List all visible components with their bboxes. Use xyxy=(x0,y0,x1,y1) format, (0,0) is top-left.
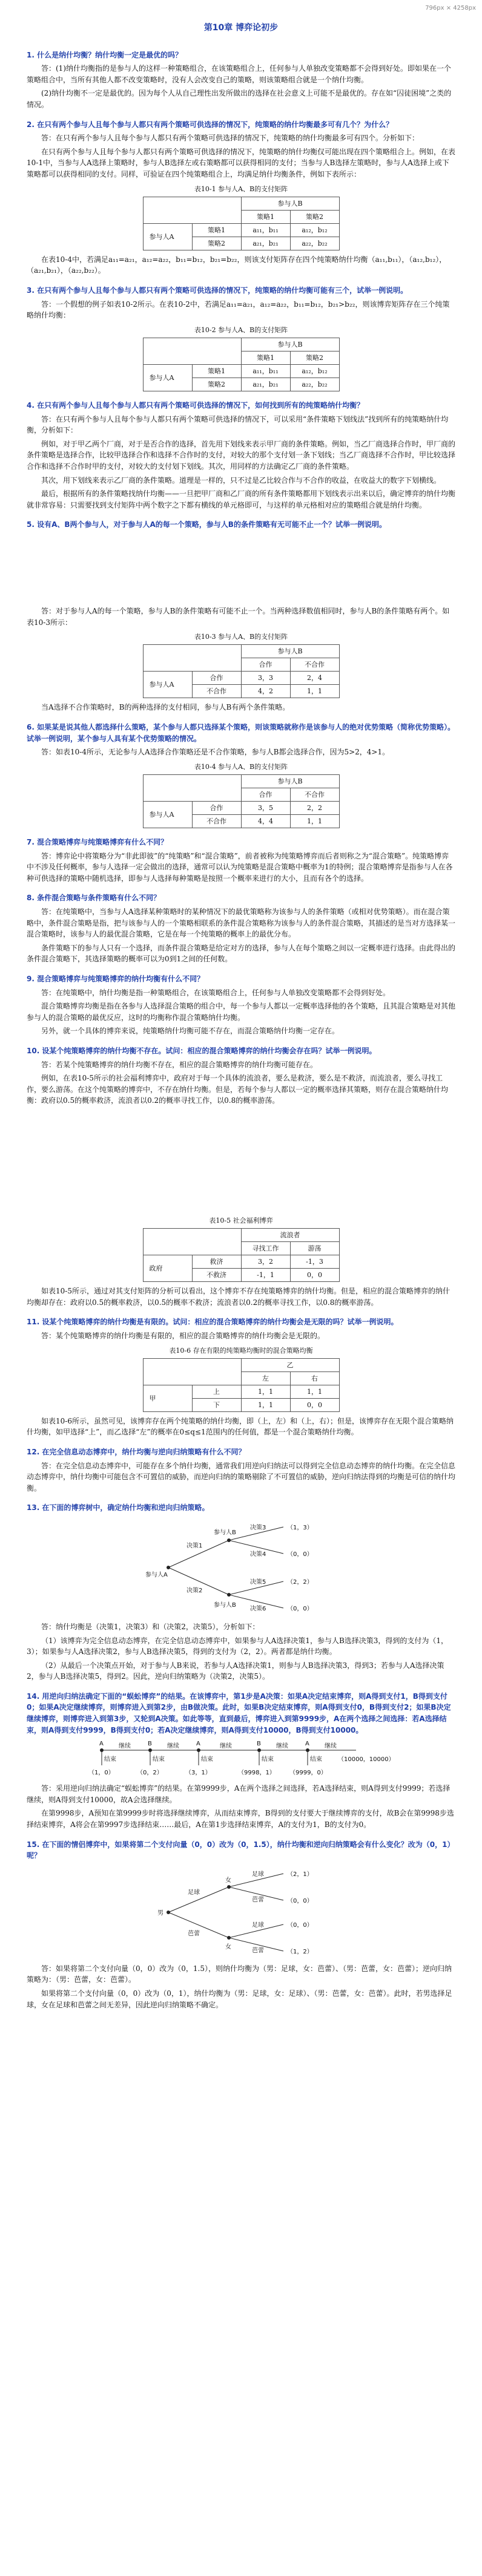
answer-13-part-3: （2）从最后一个决策点开始，对于参与人B来说，若参与人A选择决策1，则参与人B选择决策3，得到3；若参与人A选择决策2，参与人B选择决策5，得到2。因此，逆向归纳策略为（决策2，决策5）。 xyxy=(27,1661,444,1681)
tree-payoff: （1，3） xyxy=(287,1524,313,1531)
question-13: 13. 在下面的博弈树中，确定纳什均衡和逆向归纳策略。 xyxy=(27,1503,210,1512)
table-col-header: 策略1 xyxy=(241,351,290,364)
question-14: 14. 用逆向归纳法确定下面的“蜈蚣博弈”的结果。在该博弈中，第1步是A决策：如果A决定结束博弈，则A得到支付1，B得到支付0；如果A决定继续博弈，则博弈进入到第2步，由B做决策。此时，如果B决定结束博弈，则A得到支付0，B得到支付2；如果B决定继续博弈，则博弈进入到第3步，又轮到A决策。如此等等，直到最后，博弈进入到第9999步，A在两个选择之间选择：若A选择结束，则A得到支付9999，B得到支付0；若A决定继续博弈，则A得到支付10000，B得到支付10000。 xyxy=(27,1692,451,1734)
table-col-header: 合作 xyxy=(241,788,290,801)
table-col-header: 策略1 xyxy=(241,210,290,223)
tree-payoff: （0，2） xyxy=(137,1770,163,1777)
tree-node xyxy=(100,1748,104,1752)
tree-node-label: A xyxy=(99,1741,104,1748)
chapter-title: 第10章 博弈论初步 xyxy=(203,23,279,33)
table-6-caption: 表10-6 存在有限的纯策略均衡时的混合策略均衡 xyxy=(169,1346,313,1355)
table-6 xyxy=(143,1358,340,1412)
table-corner xyxy=(143,197,241,223)
table-col-header: 不合作 xyxy=(290,658,339,672)
table-cell: a₁₁，b₁₁ xyxy=(241,223,290,237)
table-4-caption: 表10-4 参与人A、B的支付矩阵 xyxy=(194,762,288,771)
table-cell: a₂₁，b₂₁ xyxy=(241,378,290,391)
table-player-b: 参与人B xyxy=(241,197,339,210)
tree-payoff: （0，0） xyxy=(287,1897,313,1904)
table-row-header: 不合作 xyxy=(192,685,241,698)
question-6: 6. 如果某是说其他人都选择什么策略，某个参与人都只选择某个策略，则该策略就称作是该参与人的绝对优势策略（简称优势策略）。试举一例说明，某个参与人具有某个优势策略的情况。 xyxy=(27,723,455,743)
tree-node-label: B xyxy=(148,1741,152,1748)
table-player-a: 政府 xyxy=(143,1255,192,1282)
blank-gap xyxy=(27,1109,455,1212)
answer-10-part-2: 例如，在表10-5所示的社会福利博弈中，政府对于每一个具体的流浪者，要么是救济，要么是不救济，而流浪者，要么寻找工作，要么游荡。在这个纯策略的博弈中，不存在纳什均衡。但是，若每个参与人都以一定的概率选择其策略，则存在混合策略纳什均衡：政府以0.5的概率救济，流浪者以0.2的概率寻找工作，以0.8的概率游荡。 xyxy=(27,1074,449,1105)
table-2-caption: 表10-2 参与人A、B的支付矩阵 xyxy=(194,325,288,334)
answer-10-part-1: 答：若某个纯策略博弈的纳什均衡不存在，相应的混合策略博弈的纳什均衡可能存在。 xyxy=(41,1060,318,1069)
table-corner xyxy=(143,645,241,672)
table-row-header: 合作 xyxy=(192,672,241,685)
answer-1: 答：(1)纳什均衡指的是参与人的这样一种策略组合，在该策略组合上，任何参与人单独改变策略都不会得到好处。即如果在一个策略组合中，当所有其他人都不改变策略时，没有人会改变自己的策略，则该策略组合就是一个纳什均衡。 xyxy=(27,64,452,84)
table-corner xyxy=(143,1228,241,1255)
tree-edge-label: 决策6 xyxy=(250,1605,266,1612)
table-4 xyxy=(143,774,340,828)
tree-root-label: 参与人A xyxy=(145,1571,168,1578)
tree-edge-label: 结束 xyxy=(310,1756,322,1764)
table-row-header: 策略2 xyxy=(192,378,241,391)
tree-edge-label: 结束 xyxy=(262,1756,274,1764)
answer-15-part-2: 如果将第二个支付向量（0，0）改为（0，1），纳什均衡为（男：足球，女：足球）、（男：芭蕾，女：芭蕾）。此时，若男选择足球，女在足球和芭蕾之间无差异，因此逆向归纳策略不确定。 xyxy=(27,1989,452,2009)
tree-payoff: （0，0） xyxy=(287,1605,313,1612)
answer-3: 答：一个假想的例子如表10-2所示。在表10-2中，若满足a₁₁=a₂₁，a₁₂=a₂₂，b₁₁=b₁₂，b₂₁>b₂₂，则该博弈矩阵存在三个纯策略纳什均衡： xyxy=(27,299,450,320)
table-player-b: 流浪者 xyxy=(241,1228,339,1241)
tree-node xyxy=(197,1748,200,1752)
table-5-caption: 表10-5 社会福利博弈 xyxy=(209,1216,273,1224)
table-cell: 4，4 xyxy=(241,814,290,828)
table-cell: a₂₂，b₂₂ xyxy=(290,378,339,391)
answer-1-part-2: (2)纳什均衡不一定是最优的。因为每个人从自己理性出发所做出的选择在社会意义上可能不是最优的。存在如“囚徒困境”之类的情况。 xyxy=(27,89,452,110)
question-2: 2. 在只有两个参与人且每个参与人都只有两个策略可供选择的情况下，纯策略的纳什均衡最多可有几个？为什么？ xyxy=(27,120,394,129)
table-cell: -1，1 xyxy=(241,1269,290,1282)
table-col-header: 策略2 xyxy=(290,210,339,223)
question-8: 8. 条件混合策略与条件策略有什么不同？ xyxy=(27,894,161,903)
table-row-header: 上 xyxy=(192,1385,241,1398)
table-cell: a₁₂，b₁₂ xyxy=(290,364,339,378)
table-player-b: 参与人B xyxy=(241,645,339,658)
table-cell: 2，2 xyxy=(290,801,339,814)
question-15: 15. 在下面的情侣博弈中，如果将第二个支付向量（0，0）改为（0，1.5），纳什均衡和逆向归纳策略会有什么变化？改为（0，1）呢？ xyxy=(27,1840,455,1860)
table-cell: 1，1 xyxy=(241,1398,290,1411)
tree-node xyxy=(167,1911,170,1914)
table-cell: 4，2 xyxy=(241,685,290,698)
question-10: 10. 设某个纯策略博弈的纳什均衡不存在。试问：相应的混合策略博弈的纳什均衡会存在吗？试举一例说明。 xyxy=(27,1046,377,1055)
tree-node xyxy=(227,1885,231,1889)
tree-edge-label: 芭蕾 xyxy=(252,1947,264,1954)
table-cell: 3，5 xyxy=(241,801,290,814)
tree-edge-label: 结束 xyxy=(201,1756,213,1764)
table-row-header: 救济 xyxy=(192,1255,241,1269)
centipede-game-tree xyxy=(84,1738,398,1780)
tree-edge-label: 决策2 xyxy=(187,1587,203,1594)
answer-9-part-3: 另外，就一个具体的博弈来说，纯策略纳什均衡可能不存在，而混合策略纳什均衡一定存在。 xyxy=(41,1027,340,1036)
tree-edge-label: 足球 xyxy=(188,1889,200,1896)
tree-payoff: （0，0） xyxy=(287,1551,313,1558)
tree-edge-label: 芭蕾 xyxy=(188,1930,200,1937)
table-cell: -1，3 xyxy=(290,1255,339,1269)
answer-14-part-1: 答：采用逆向归纳法确定“蜈蚣博弈”的结果。在第9999步，A在两个选择之间选择，若A选择结束，则A得到支付9999；若选择继续，则A得到支付10000，故A会选择继续。 xyxy=(27,1784,451,1804)
tree-edge-label: 足球 xyxy=(252,1921,264,1929)
blank-gap xyxy=(27,533,455,606)
answer-9-part-1: 答：在纯策略中，纳什均衡是指一种策略组合，在该策略组合上，任何参与人单独改变策略都不会得到好处。 xyxy=(41,988,391,997)
tree-payoff: （1，0） xyxy=(88,1770,114,1777)
tree-payoff: （3，1） xyxy=(185,1770,211,1777)
table-col-header: 左 xyxy=(241,1371,290,1385)
table-cell: a₁₂，b₁₂ xyxy=(290,223,339,237)
tree-edge-label: 继续 xyxy=(167,1743,179,1750)
table-6-note: 如表10-6所示，虽然可见，该博弈存在两个纯策略的纳什均衡，即（上，左）和（上，右）；但是，该博弈存在无限个混合策略纳什均衡，如甲选择“上”，而乙选择“左”的概率在0≤q≤1范围内的任何值，都是一个混合策略纳什均衡。 xyxy=(27,1416,454,1437)
table-player-a: 甲 xyxy=(143,1385,192,1411)
answer-4-part-3: 其次，用下划线来表示乙厂商的条件策略。道理是一样的，只不过是乙比较合作与不合作的收益，在收益大的数字下划横线。 xyxy=(41,476,441,485)
tree-payoff: （2，1） xyxy=(287,1871,313,1878)
answer-11: 答：某个纯策略博弈的纳什均衡是有限的，相应的混合策略博弈的纳什均衡会是无限的。 xyxy=(41,1331,325,1340)
tree-node xyxy=(306,1748,309,1752)
table-3 xyxy=(143,644,340,698)
table-cell: 3，2 xyxy=(241,1255,290,1269)
answer-14-part-2: 在第9998步，A预知在第9999步时将选择继续博弈，从而结束博弈，B得到的支付要大于继续博弈的支付，故B会在第9998步选择结束博弈，A将会在第9997步选择结束……最后，A在第1步选择结束博弈，A的支付为1，B的支付为0。 xyxy=(27,1809,454,1829)
table-cell: 1，1 xyxy=(290,814,339,828)
table-cell: a₁₁，b₁₁ xyxy=(241,364,290,378)
answer-2: 答：在只有两个参与人且每个参与人都只有两个策略可供选择的情况下，纯策略的纳什均衡最多可有四个。分析如下： xyxy=(41,134,420,143)
tree-node xyxy=(227,1936,231,1940)
table-col-header: 寻找工作 xyxy=(241,1242,290,1255)
table-row-header: 合作 xyxy=(192,801,241,814)
tree-node-label: 参与人B xyxy=(214,1601,236,1609)
answer-8-part-2: 条件策略下的参与人只有一个选择，而条件混合策略是给定对方的选择，参与人在每个策略之间以一定概率进行选择。由此得出的条件混合策略下，其选择策略的概率可以为0到1之间的任何数。 xyxy=(27,943,456,964)
table-player-a: 参与人A xyxy=(143,364,192,391)
table-player-a: 参与人A xyxy=(143,672,192,698)
tree-node xyxy=(227,1538,231,1542)
table-5-note: 如表10-5所示，通过对其支付矩阵的分析可以看出，这个博弈不存在纯策略博弈的纳什均衡。但是，相应的混合策略博弈的纳什均衡却存在：政府以0.5的概率救济，以0.5的概率不救济；流浪者以0.2的概率寻找工作，以0.8的概率游荡。 xyxy=(27,1287,450,1307)
tree-payoff: （9999，0） xyxy=(289,1770,327,1777)
tree-payoff: （9998，1） xyxy=(238,1770,276,1777)
table-cell: 1，1 xyxy=(241,1385,290,1398)
table-corner xyxy=(143,338,241,364)
table-col-header: 不合作 xyxy=(290,788,339,801)
table-cell: 1，1 xyxy=(290,1385,339,1398)
table-cell: 2，4 xyxy=(290,672,339,685)
table-col-header: 策略2 xyxy=(290,351,339,364)
table-5 xyxy=(143,1228,340,1282)
table-player-b: 乙 xyxy=(241,1358,339,1371)
table-cell: 0，0 xyxy=(290,1269,339,1282)
answer-4-part-2: 例如，对于甲乙两个厂商，对于是否合作的选择，首先用下划线来表示甲厂商的条件策略。例如，当乙厂商选择合作时，甲厂商的条件策略是选择合作，比较甲选择合作和选择不合作时的支付，对较大的那个支付划一条下划线；当乙厂商选择不合作时，甲比较选择合作和选择不合作时甲的支付，对较大的支付划下划线。其次，用同样的方法确定乙厂商的条件策略。 xyxy=(27,439,456,471)
tree-edge-label: 决策4 xyxy=(250,1551,266,1558)
table-cell: a₂₁，b₂₁ xyxy=(241,237,290,250)
question-9: 9. 混合策略博弈与纯策略博弈的纳什均衡有什么不同？ xyxy=(27,974,205,983)
tree-node-label: 女 xyxy=(225,1877,231,1884)
table-player-b: 参与人B xyxy=(241,338,339,351)
table-row-header: 下 xyxy=(192,1398,241,1411)
table-2 xyxy=(143,338,340,391)
tree-edge-label: 结束 xyxy=(104,1756,116,1764)
tree-payoff: （1，2） xyxy=(287,1948,313,1955)
tree-edge-label: 芭蕾 xyxy=(252,1896,264,1903)
answer-4-part-4: 最后，根据所有的条件策略找纳什均衡——一旦把甲厂商和乙厂商的所有条件策略都用下划线表示出来以后，确定博弈的纳什均衡就非常容易：只需要找到支付矩阵中两个数字之下都有横线的单元格即可，与这样的单元格相对应的策略组合就是纳什均衡。 xyxy=(27,489,456,509)
table-col-header: 合作 xyxy=(241,658,290,672)
tree-edge-label: 决策3 xyxy=(250,1524,266,1531)
tree-edge-label: 结束 xyxy=(153,1756,165,1764)
table-player-a: 参与人A xyxy=(143,801,192,828)
tree-node-label: B xyxy=(257,1741,261,1748)
table-row-header: 不合作 xyxy=(192,814,241,828)
table-player-b: 参与人B xyxy=(241,774,339,788)
table-cell: 3，3 xyxy=(241,672,290,685)
tree-node xyxy=(227,1593,231,1597)
question-12: 12. 在完全信息动态博弈中，纳什均衡与逆向归纳策略有什么不同？ xyxy=(27,1447,246,1456)
answer-9-part-2: 混合策略博弈均衡是指在各参与人选择混合策略的组合中，每一个参与人都以一定概率选择他的各个策略，且其混合策略是对其他参与人的混合策略的最优反应，这时的均衡称作混合策略纳什均衡。 xyxy=(27,1002,456,1022)
tree-edge-label: 继续 xyxy=(220,1743,232,1750)
tree-payoff: （10000，10000） xyxy=(338,1756,395,1764)
table-cell: a₂₂，b₂₂ xyxy=(290,237,339,250)
answer-13-part-2: （1）该博弈为完全信息动态博弈，在完全信息动态博弈中，如果参与人A选择决策1，参与人B选择决策3，得到的支付为（1，3）；如果参与人A选择决策2，参与人B选择决策5，得到的支付为（2，2）。两者都是纳什均衡。 xyxy=(27,1636,449,1656)
question-4: 4. 在只有两个参与人且每个参与人都只有两个策略可供选择的情况下，如何找到所有的纯策略纳什均衡？ xyxy=(27,401,365,410)
table-1-note: 在表10-4中，若满足a₁₁=a₂₁，a₁₂=a₂₂，b₁₁=b₁₂，b₂₁=b₂₂，则该支付矩阵存在四个纯策略纳什均衡（a₁₁,b₁₁），（a₁₂,b₁₂），（a₂₁,b₂₁），（a₂₂,b₂₂）。 xyxy=(27,255,447,275)
question-3: 3. 在只有两个参与人且每个参与人都只有两个策略可供选择的情况下，纯策略的纳什均衡可能有三个，试举一例说明。 xyxy=(27,286,408,295)
question-1: 1. 什么是纳什均衡？纳什均衡一定是最优的吗？ xyxy=(27,50,183,59)
table-3-note: 当A选择不合作策略时，B的两种选择的支付相同，参与人B有两个条件策略。 xyxy=(41,703,290,712)
table-corner xyxy=(143,1358,241,1385)
game-tree-1 xyxy=(144,1516,338,1619)
question-5: 5. 设有A、B两个参与人，对于参与人A的每一个策略，参与人B的条件策略有无可能不止一个？试举一例说明。 xyxy=(27,520,386,529)
table-row-header: 策略1 xyxy=(192,364,241,378)
answer-7: 答：博弈论中将策略分为“非此即彼”的“纯策略”和“混合策略”，前者被称为纯策略博弈而后者则称之为“混合策略”。纯策略博弈中不涉及任何概率，参与人选择一定会做出的选择，通常可以认为纯策略是混合策略中概率为1的特例；混合策略博弈是指参与人在各种可供选择的策略中随机选择，即参与人选择每种策略是按照一个概率来进行的大小，且而有各个的选择。 xyxy=(27,851,453,883)
answer-8-part-1: 答：在纯策略中，当参与人A选择某种策略时的某种情况下的最优策略称为该参与人的条件策略（或相对优势策略）。而在混合策略中，条件混合策略是指，把与该参与人的一个策略相联系的条件混合策略称为该参与人的条件混合策略，其描述的是当对方选择某一混合策略时，该参与人的最优混合策略，它是在每一个纯策略的概率上的最优分布。 xyxy=(27,907,456,939)
table-1-caption: 表10-1 参与人A、B的支付矩阵 xyxy=(194,185,288,193)
tree-payoff: （0，0） xyxy=(287,1921,313,1929)
couples-game-tree xyxy=(144,1864,338,1961)
table-cell: 0，0 xyxy=(290,1398,339,1411)
tree-node-label: A xyxy=(196,1741,200,1748)
table-corner xyxy=(143,774,241,801)
table-row-header: 不救济 xyxy=(192,1269,241,1282)
tree-edge-label: 继续 xyxy=(276,1743,288,1750)
dimension-label: 796px × 4258px xyxy=(425,5,476,11)
tree-node-label: 女 xyxy=(225,1943,231,1950)
tree-edge-label: 决策5 xyxy=(250,1578,266,1586)
answer-15-part-1: 答：如果将第二个支付向量（0，0）改为（0，1.5），则纳什均衡为（男：足球，女：芭蕾）、（男：芭蕾，女：芭蕾）；逆向归纳策略为：（男：芭蕾，女：芭蕾）。 xyxy=(27,1964,452,1984)
answer-2-part-2: 在只有两个参与人且每个参与人都只有两个策略可供选择的情况下，纯策略的纳什均衡仅可能出现在四个策略组合上。例如，在表10-1中，当参与人A选择上策略时，参与人B选择左或右策略都可以获得相同的支付；当参与人B选择左策略时，参与人A选择上或下策略都可以获得相同的支付。同样，可验证在四个纯策略组合上，均满足纳什均衡条件，例如下表所示： xyxy=(27,147,456,179)
table-1 xyxy=(143,197,340,250)
tree-node xyxy=(167,1566,170,1569)
answer-4-part-1: 答：在只有两个参与人且每个参与人都只有两个策略可供选择的情况下，可以采用“条件策略下划线法”找到所有的纯策略纳什均衡，分析如下： xyxy=(27,414,449,435)
table-col-header: 右 xyxy=(290,1371,339,1385)
tree-root-label: 男 xyxy=(157,1909,163,1917)
table-cell: 1，1 xyxy=(290,685,339,698)
question-11: 11. 设某个纯策略博弈的纳什均衡是有限的。试问：相应的混合策略博弈的纳什均衡会是无限的吗？试举一例说明。 xyxy=(27,1318,398,1327)
tree-node xyxy=(257,1748,261,1752)
answer-13-part-1: 答：纳什均衡是（决策1，决策3）和（决策2，决策5），分析如下： xyxy=(41,1622,260,1631)
answer-6: 答：如表10-4所示，无论参与人A选择合作策略还是不合作策略，参与人B都会选择合作，因为5>2，4>1。 xyxy=(41,748,390,757)
answer-5: 答：对于参与人A的每一个策略，参与人B的条件策略有可能不止一个。当两种选择数值相同时，参与人B的条件策略有两个。如表10-3所示： xyxy=(27,607,450,627)
tree-node-label: A xyxy=(305,1741,309,1748)
table-player-a: 参与人A xyxy=(143,223,192,250)
table-col-header: 游荡 xyxy=(290,1242,339,1255)
tree-edge-label: 继续 xyxy=(325,1743,337,1750)
answer-12: 答：在完全信息动态博弈中，可能存在多个纳什均衡，通常我们用逆向归纳法可以得到完全信息动态博弈的纳什均衡。在完全信息动态博弈中，纳什均衡中可能包含不可置信的威胁，而逆向归纳的策略剔除了不可置信的威胁，逆向归纳法得到的均衡是可信的纳什均衡。 xyxy=(27,1461,456,1492)
tree-edge-label: 继续 xyxy=(119,1743,131,1750)
tree-node-label: 参与人B xyxy=(214,1529,236,1536)
table-3-caption: 表10-3 参与人A、B的支付矩阵 xyxy=(194,633,288,641)
table-row-header: 策略1 xyxy=(192,223,241,237)
table-row-header: 策略2 xyxy=(192,237,241,250)
tree-edge-label: 决策1 xyxy=(187,1542,203,1549)
question-7: 7. 混合策略博弈与纯策略博弈有什么不同？ xyxy=(27,838,168,847)
tree-payoff: （2，2） xyxy=(287,1578,313,1586)
tree-edge-label: 足球 xyxy=(252,1871,264,1878)
tree-node xyxy=(148,1748,152,1752)
